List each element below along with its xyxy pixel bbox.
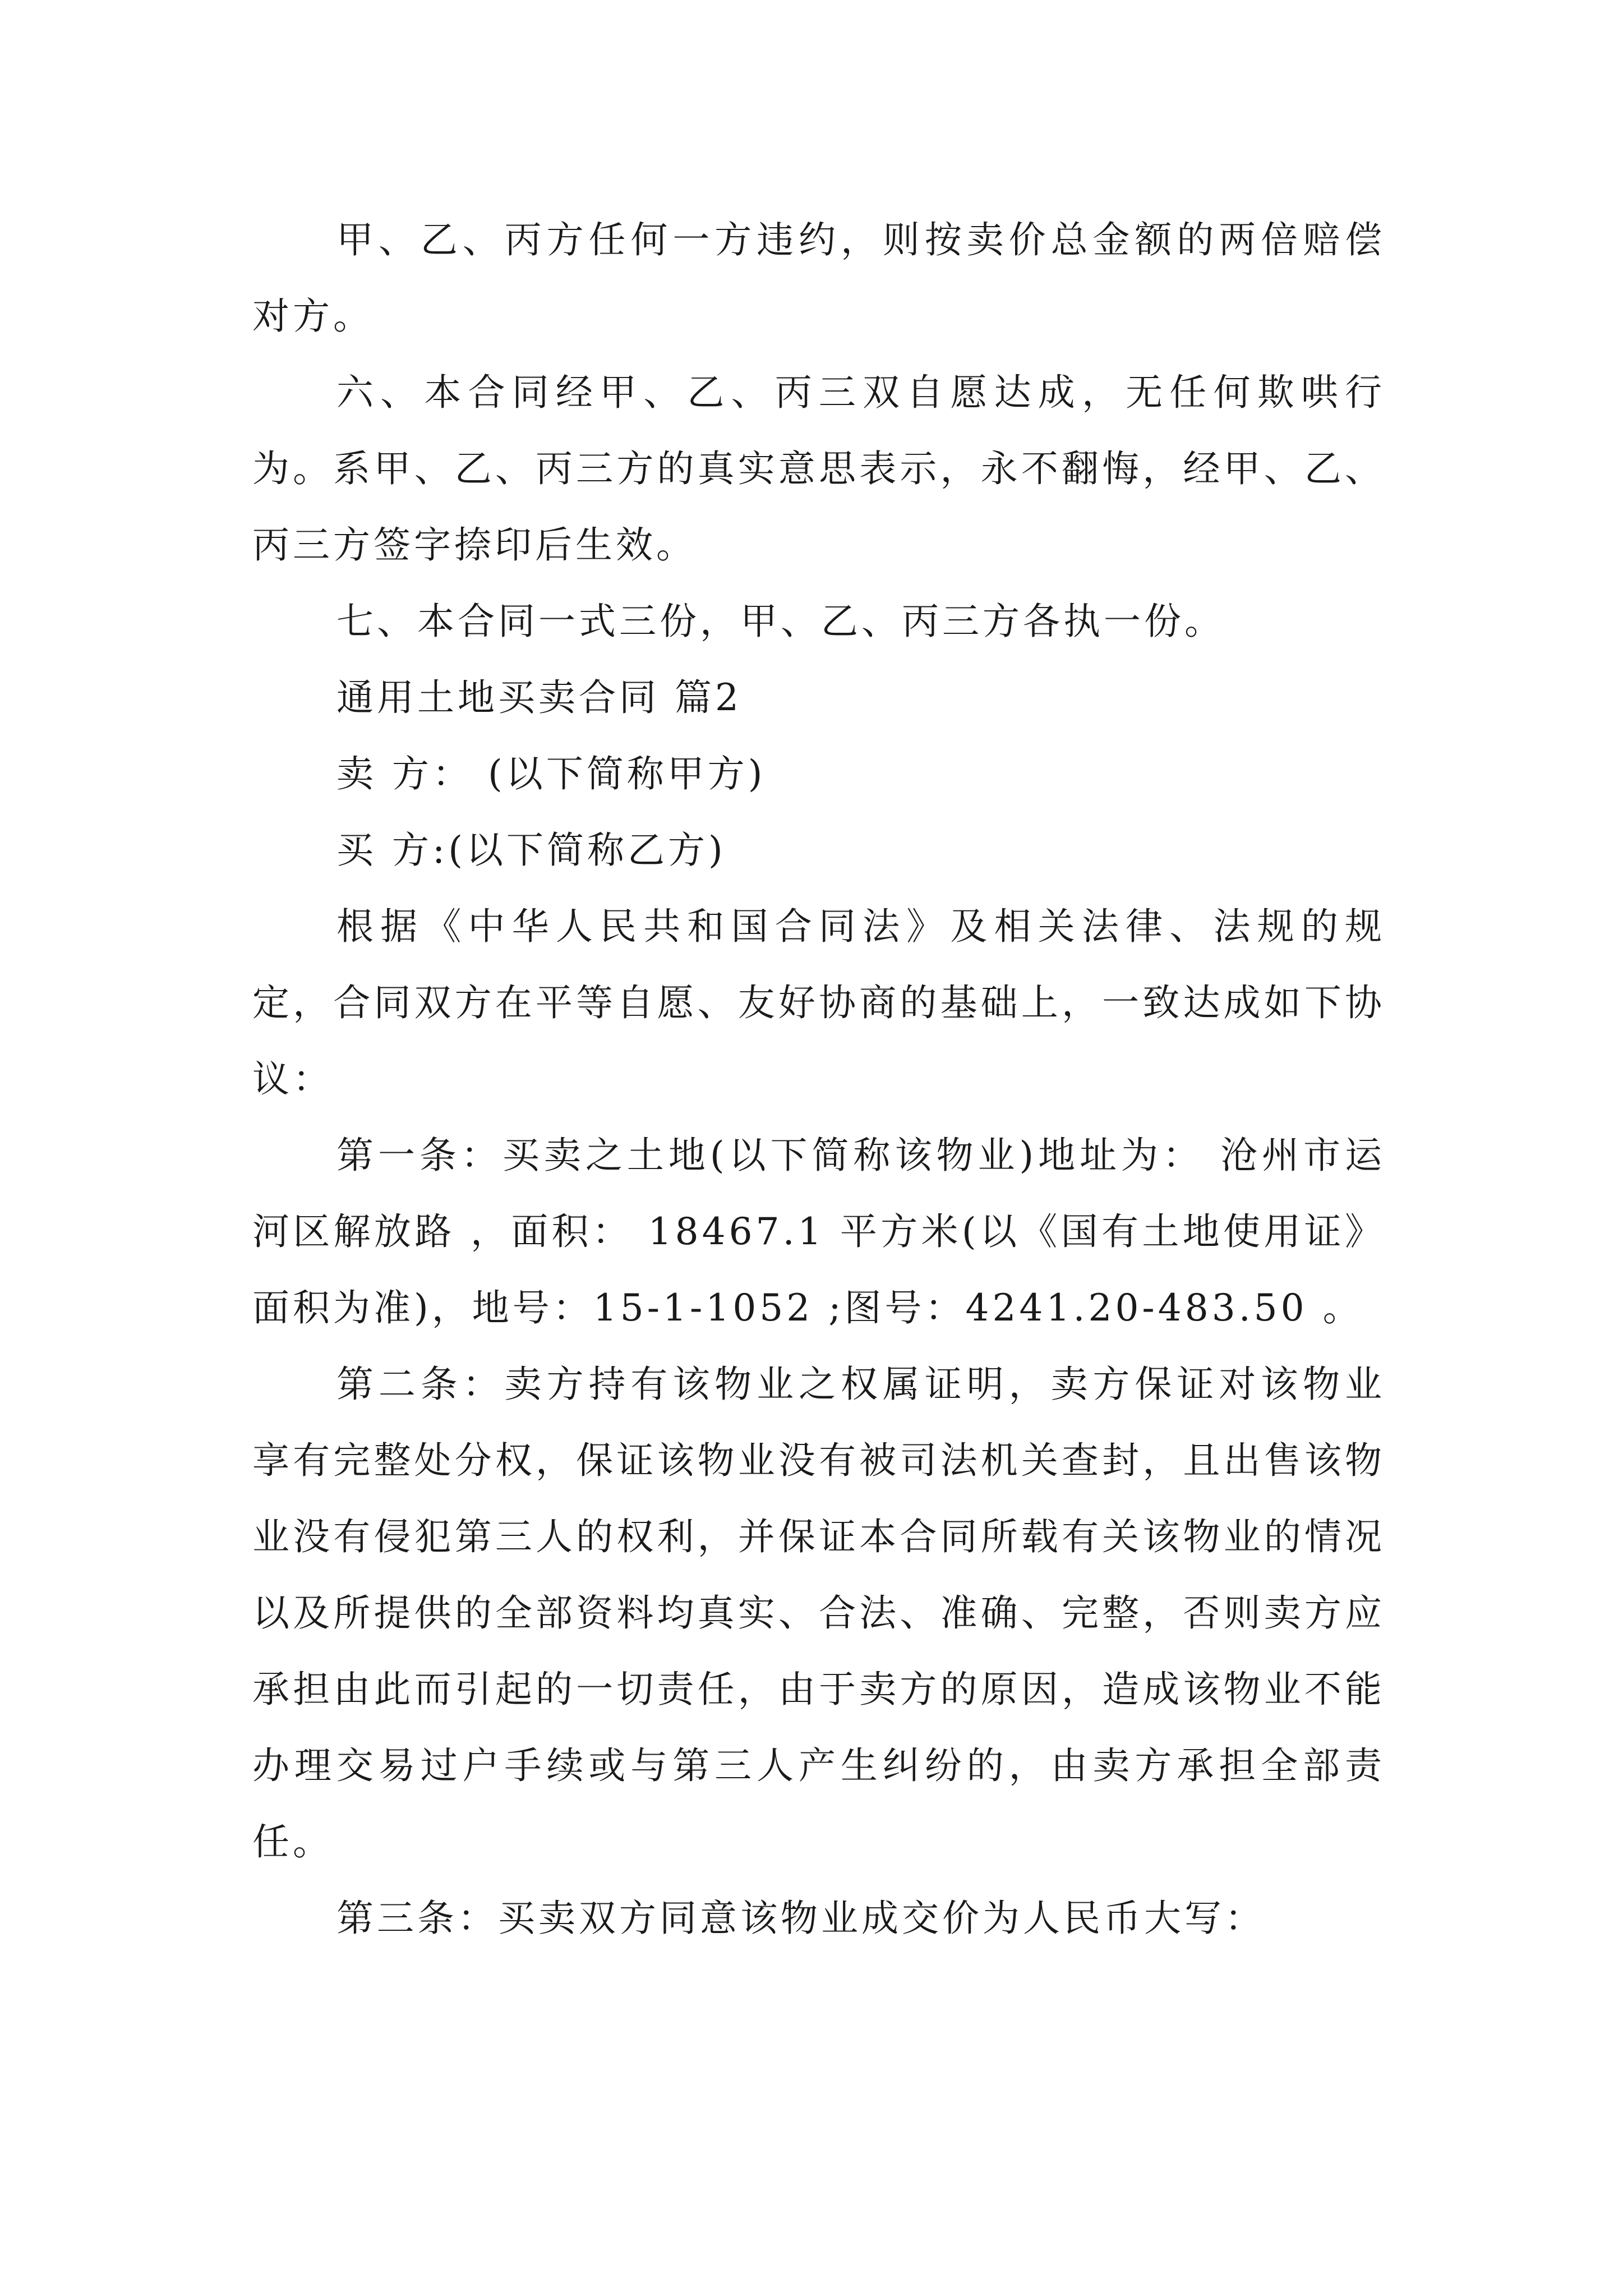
seller-line: 卖 方： (以下简称甲方): [336, 752, 766, 795]
paragraph-breach-clause: 甲、乙、丙方任何一方违约，则按卖价总金额的两倍赔偿对方。: [252, 218, 1385, 338]
paragraph-article-three: 第三条：买卖双方同意该物业成交价为人民币大写：: [336, 1897, 1265, 1940]
buyer-line: 买 方:(以下简称乙方): [336, 829, 726, 872]
paragraph-article-one: 第一条：买卖之土地(以下简称该物业)地址为： 沧州市运河区解放路 ，面积： 18467.1 平方米(以《国有土地使用证》面积为准)，地号：15-1-1052 ;图号：4241.20-483.50 。: [252, 1134, 1385, 1329]
paragraph-article-two: 第二条：卖方持有该物业之权属证明，卖方保证对该物业享有完整处分权，保证该物业没有被司法机关查封，且出售该物业没有侵犯第三人的权利，并保证本合同所载有关该物业的情况以及所提供的全部资料均真实、合法、准确、完整，否则卖方应承担由此而引起的一切责任，由于卖方的原因，造成该物业不能办理交易过户手续或与第三人产生纠纷的，由卖方承担全部责任。: [252, 1363, 1385, 1864]
section-title: 通用土地买卖合同 篇2: [336, 676, 742, 719]
paragraph-preamble: 根据《中华人民共和国合同法》及相关法律、法规的规定，合同双方在平等自愿、友好协商的基础上，一致达成如下协议：: [252, 905, 1385, 1101]
paragraph-clause-seven: 七、本合同一式三份，甲、乙、丙三方各执一份。: [336, 600, 1225, 643]
paragraph-clause-six: 六、本合同经甲、乙、丙三双自愿达成，无任何欺哄行为。系甲、乙、丙三方的真实意思表示，永不翻悔，经甲、乙、丙三方签字捺印后生效。: [252, 371, 1385, 567]
document-body: [252, 202, 1385, 1957]
